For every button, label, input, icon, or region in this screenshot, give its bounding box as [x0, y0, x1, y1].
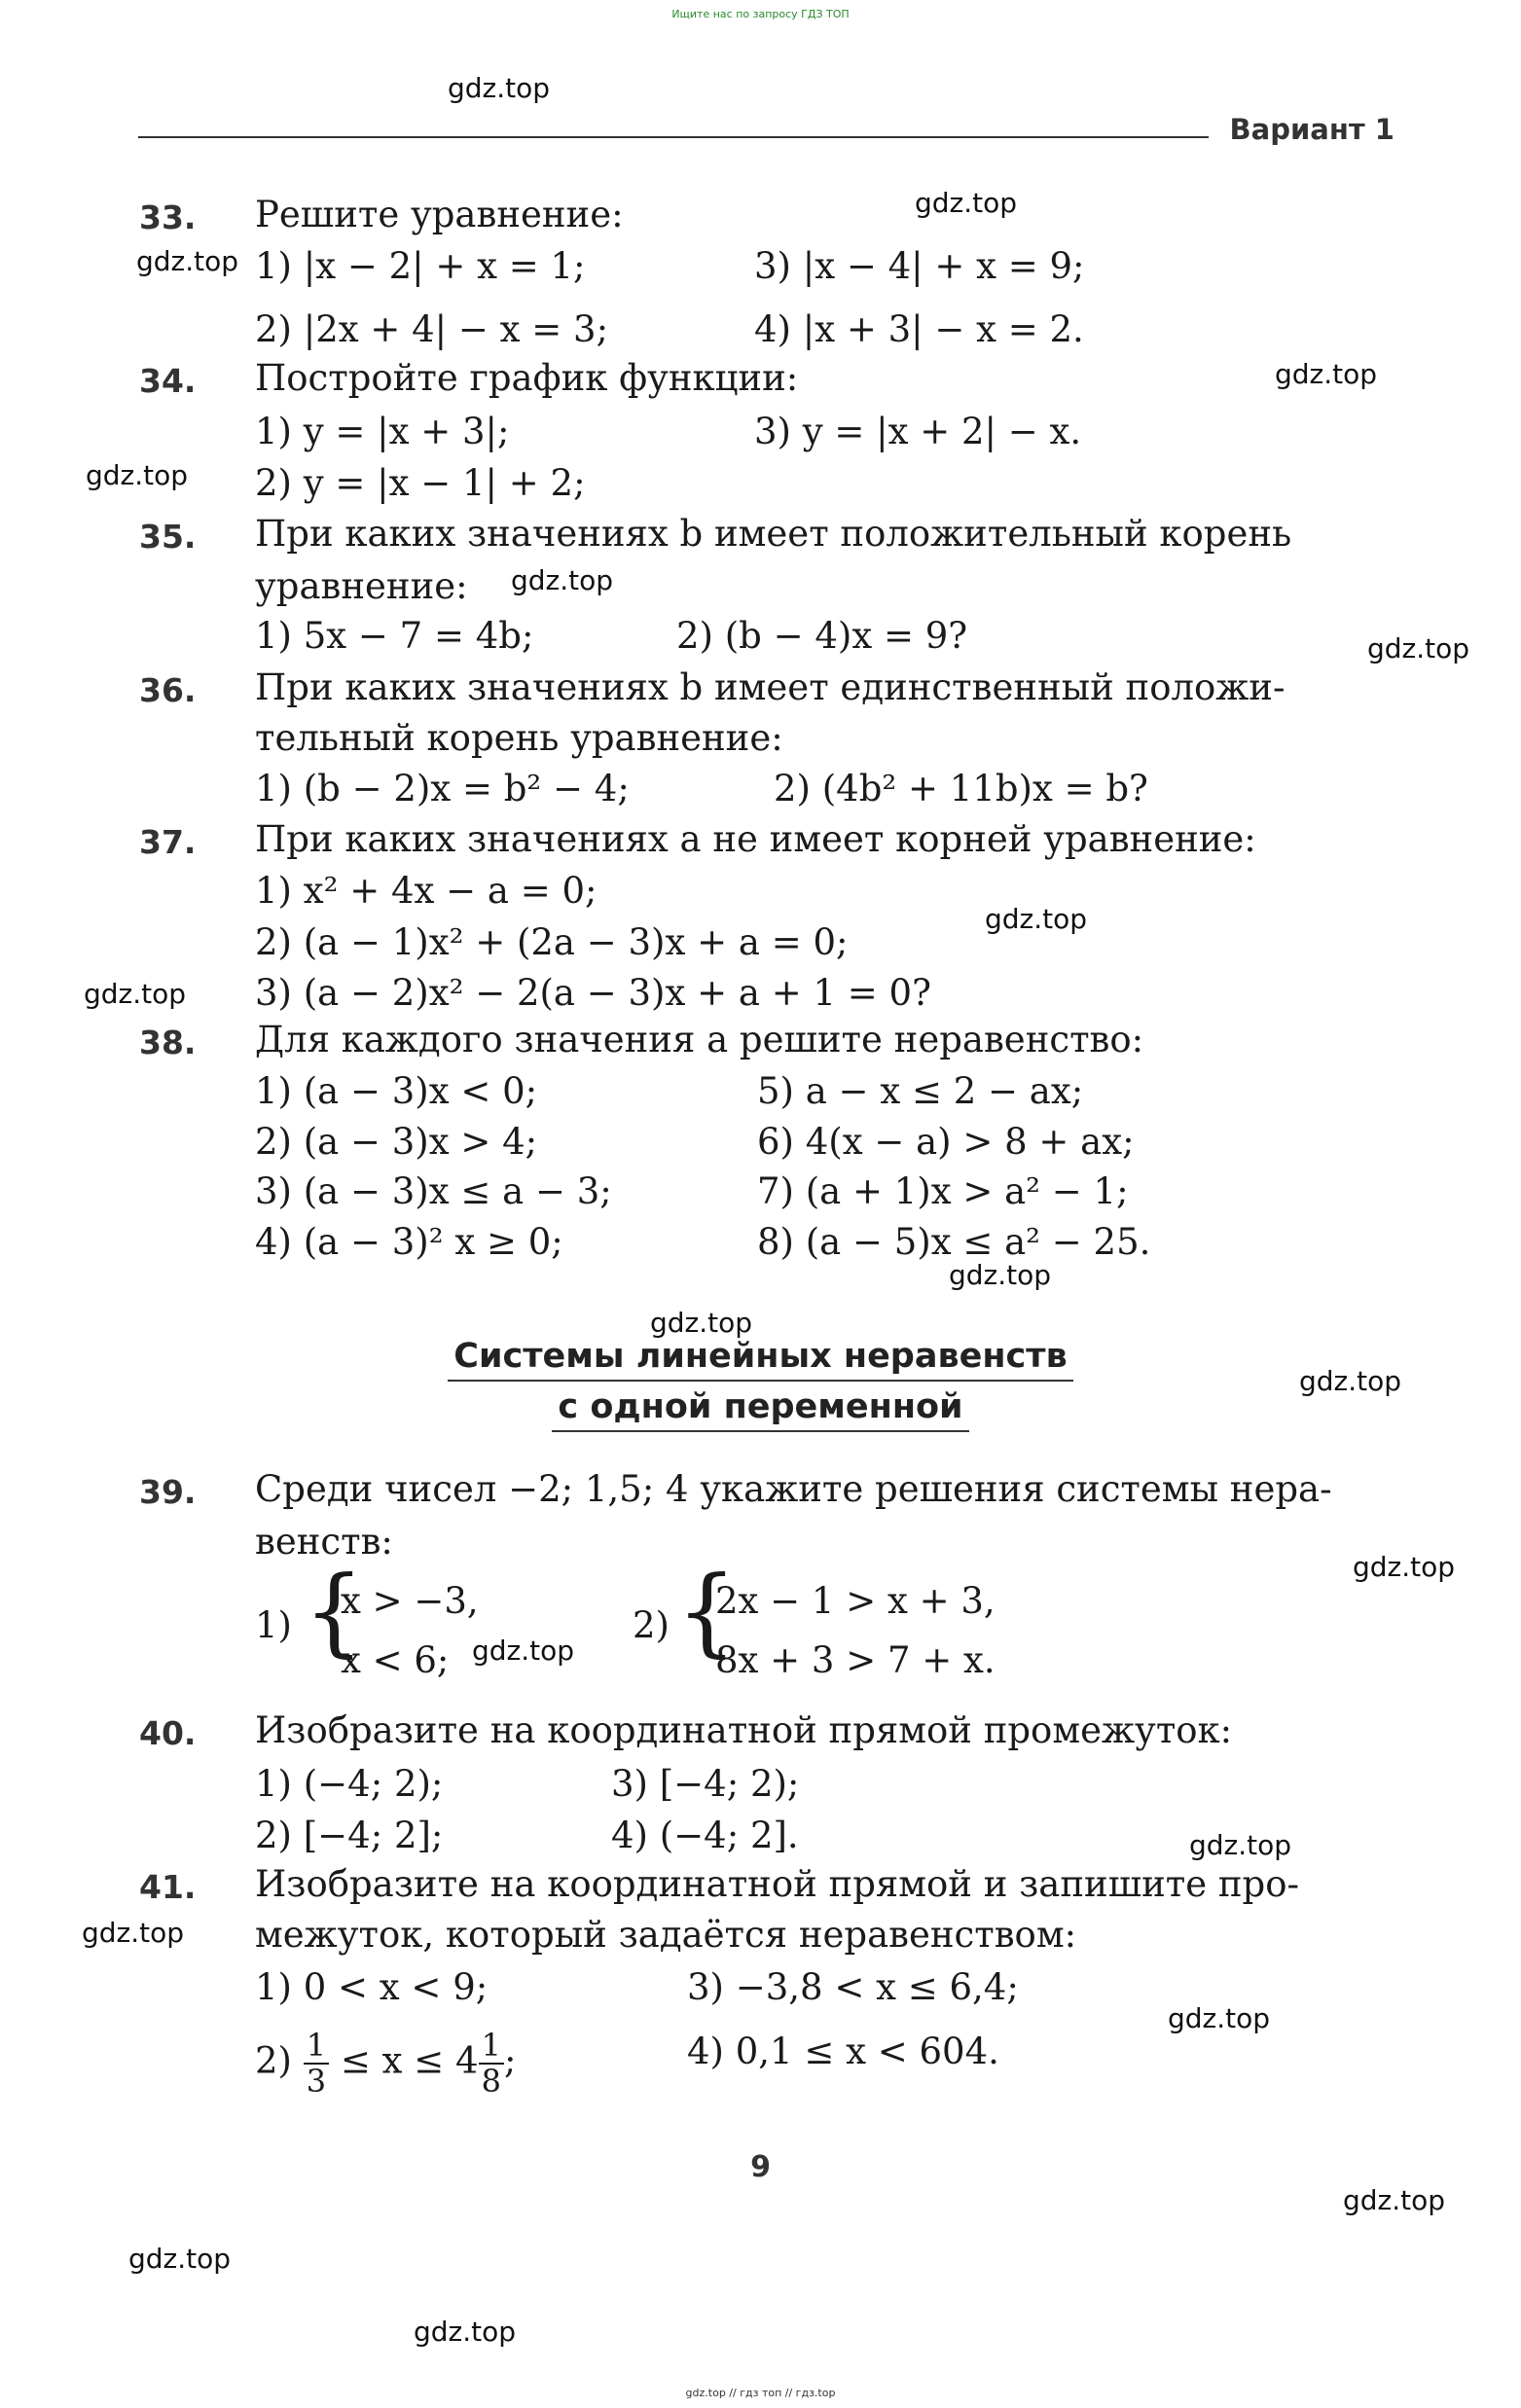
problem-item: 1) y = |x + 3|; [255, 411, 510, 452]
watermark: gdz.top [650, 1307, 753, 1339]
system-inequality: x < 6; [341, 1639, 450, 1681]
problem-item: 5) a − x ≤ 2 − ax; [757, 1070, 1084, 1112]
problem-item: 4) 0,1 ≤ x < 604. [687, 2031, 999, 2072]
system-label: 2) [633, 1604, 670, 1646]
denominator: 3 [306, 2063, 327, 2101]
watermark: gdz.top [84, 978, 187, 1010]
system-brace: { [676, 1557, 738, 1668]
item-suffix: ; [503, 2039, 517, 2082]
problem-text: При каких значениях b имеет положительный корень [255, 513, 1292, 555]
section-title [0, 1337, 1521, 1376]
numerator: 1 [304, 2029, 329, 2065]
problem-text: При каких значениях a не имеет корней уравнение: [255, 818, 1256, 860]
item-prefix: 2) [255, 2039, 292, 2082]
problem-item: 2) (b − 4)x = 9? [676, 615, 968, 657]
system-label: 1) [255, 1604, 292, 1646]
problem-item: 7) (a + 1)x > a² − 1; [757, 1170, 1129, 1212]
problem-number: 34. [139, 362, 197, 400]
watermark: gdz.top [1275, 358, 1378, 390]
problem-item: 2) (a − 3)x > 4; [255, 1121, 538, 1163]
problem-item: 1) |x − 2| + x = 1; [255, 245, 586, 287]
problem-text: межуток, который задаётся неравенством: [255, 1914, 1077, 1956]
problem-item: 1) (b − 2)x = b² − 4; [255, 768, 630, 809]
problem-item: 2) |2x + 4| − x = 3; [255, 308, 609, 350]
denominator: 8 [481, 2063, 501, 2101]
watermark: gdz.top [1299, 1365, 1402, 1397]
fraction [479, 2029, 504, 2099]
bottom-banner: gdz.top // гдз топ // гдз.top [685, 2387, 836, 2399]
header-rule [138, 136, 1209, 138]
problem-text: Изобразите на координатной прямой и запишите про- [255, 1863, 1299, 1905]
problem-number: 40. [139, 1714, 197, 1752]
problem-item: 1) 5x − 7 = 4b; [255, 615, 534, 657]
problem-text: Среди чисел −2; 1,5; 4 укажите решения системы нера- [255, 1468, 1332, 1510]
system-inequality: 2x − 1 > x + 3, [715, 1580, 996, 1622]
watermark: gdz.top [136, 245, 239, 277]
watermark: gdz.top [128, 2243, 232, 2275]
problem-item: 3) y = |x + 2| − x. [754, 411, 1082, 452]
problem-item: 4) (a − 3)² x ≥ 0; [255, 1221, 563, 1263]
system-inequality: x > −3, [341, 1580, 479, 1622]
problem-item: 3) (a − 3)x ≤ a − 3; [255, 1170, 612, 1212]
watermark: gdz.top [414, 2316, 517, 2348]
watermark: gdz.top [511, 564, 614, 596]
problem-item: 4) |x + 3| − x = 2. [754, 308, 1084, 350]
watermark: gdz.top [949, 1259, 1052, 1291]
problem-text: Изобразите на координатной прямой промежуток: [255, 1709, 1233, 1751]
problem-item: 1) (a − 3)x < 0; [255, 1070, 538, 1112]
problem-item: 4) (−4; 2]. [611, 1815, 799, 1856]
watermark: gdz.top [1168, 2002, 1271, 2034]
problem-number: 37. [139, 823, 197, 861]
problem-text: Постройте график функции: [255, 357, 799, 399]
watermark: gdz.top [472, 1635, 575, 1667]
problem-number: 39. [139, 1473, 197, 1511]
problem-number: 38. [139, 1024, 197, 1061]
problem-number: 41. [139, 1868, 197, 1906]
problem-item: 1) 0 < x < 9; [255, 1966, 489, 2008]
problem-text: тельный корень уравнение: [255, 717, 783, 759]
problem-item: 3) |x − 4| + x = 9; [754, 245, 1085, 287]
fraction [304, 2029, 329, 2099]
section-title-line: с одной переменной [552, 1387, 968, 1432]
problem-item: 2) [−4; 2]; [255, 1815, 444, 1856]
variant-label: Вариант 1 [1229, 113, 1394, 146]
watermark: gdz.top [1343, 2184, 1446, 2216]
problem-item: 3) −3,8 < x ≤ 6,4; [687, 1966, 1019, 2008]
numerator: 1 [479, 2029, 504, 2065]
problem-text: Решите уравнение: [255, 194, 624, 235]
system-inequality: 8x + 3 > 7 + x. [715, 1639, 996, 1681]
problem-item: 1) (−4; 2); [255, 1763, 444, 1805]
watermark: gdz.top [86, 459, 189, 491]
problem-number: 35. [139, 518, 197, 556]
watermark: gdz.top [985, 903, 1088, 935]
problem-item-fraction [255, 2029, 516, 2099]
problem-item: 2) y = |x − 1| + 2; [255, 462, 586, 504]
problem-item: 2) (a − 1)x² + (2a − 3)x + a = 0; [255, 921, 849, 963]
watermark: gdz.top [448, 72, 551, 104]
page-number: 9 [750, 2150, 771, 2184]
problem-item: 6) 4(x − a) > 8 + ax; [757, 1121, 1135, 1163]
section-subtitle [0, 1387, 1521, 1426]
problem-item: 1) x² + 4x − a = 0; [255, 870, 598, 912]
section-title-line: Системы линейных неравенств [448, 1337, 1072, 1382]
problem-text: При каких значениях b имеет единственный положи- [255, 666, 1286, 708]
watermark: gdz.top [915, 187, 1018, 219]
problem-item: 8) (a − 5)x ≤ a² − 25. [757, 1221, 1151, 1263]
watermark: gdz.top [1189, 1829, 1292, 1861]
problem-number: 33. [139, 198, 197, 236]
system-brace: { [304, 1557, 365, 1668]
watermark: gdz.top [1353, 1551, 1456, 1583]
problem-text: уравнение: [255, 565, 468, 607]
problem-text: венств: [255, 1521, 393, 1563]
problem-item: 3) (a − 2)x² − 2(a − 3)x + a + 1 = 0? [255, 972, 931, 1014]
problem-number: 36. [139, 671, 197, 709]
problem-item: 2) (4b² + 11b)x = b? [774, 768, 1148, 809]
problem-item: 3) [−4; 2); [611, 1763, 800, 1805]
item-middle: ≤ x ≤ 4 [340, 2039, 479, 2082]
problem-text: Для каждого значения a решите неравенство: [255, 1019, 1144, 1060]
watermark: gdz.top [82, 1917, 185, 1949]
top-banner: Ищите нас по запросу ГДЗ ТОП [671, 8, 850, 20]
watermark: gdz.top [1367, 632, 1470, 665]
